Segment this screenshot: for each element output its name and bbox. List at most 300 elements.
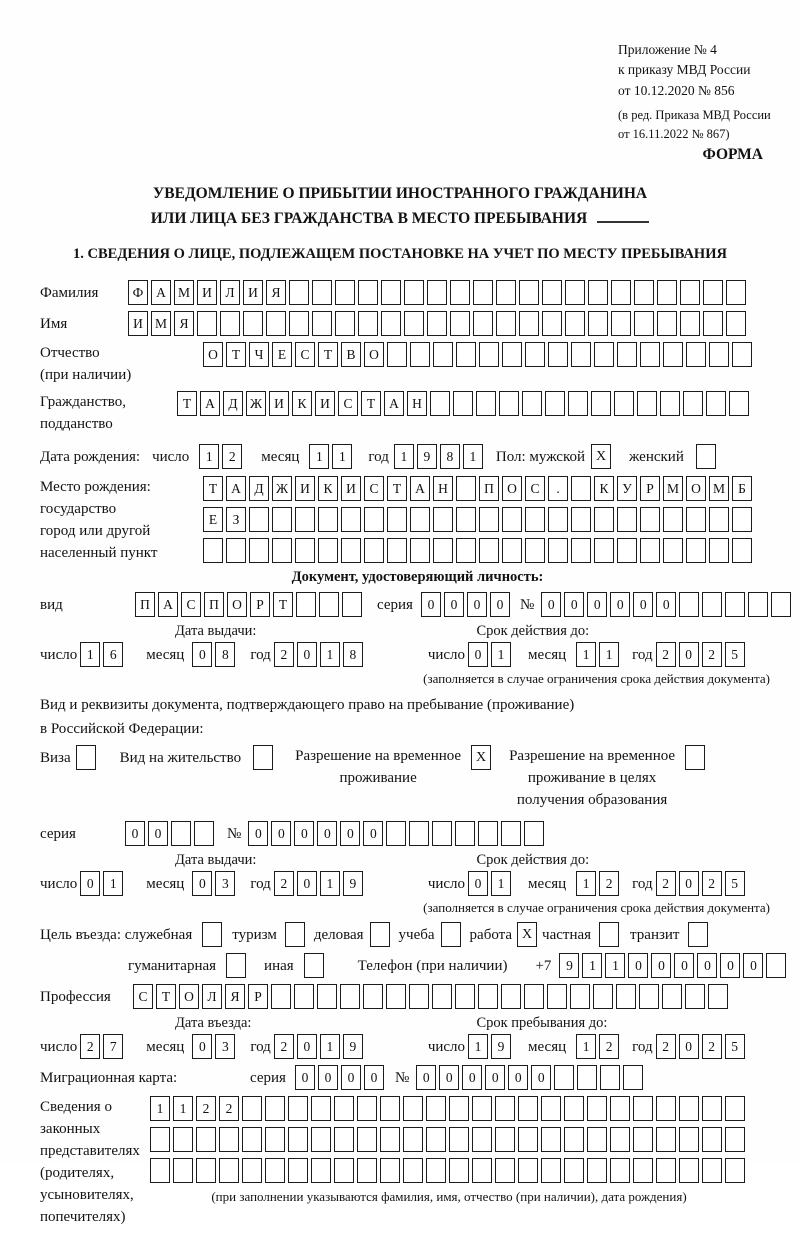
form-cell[interactable]	[525, 342, 545, 367]
form-cell[interactable]: 9	[343, 1034, 363, 1059]
form-cell[interactable]: 1	[599, 642, 619, 667]
form-cell[interactable]	[709, 507, 729, 532]
form-cell[interactable]: 0	[679, 642, 699, 667]
form-cell[interactable]	[334, 1127, 354, 1152]
mig-number-cells[interactable]	[416, 1065, 646, 1090]
form-cell[interactable]	[409, 821, 429, 846]
form-cell[interactable]: 8	[215, 642, 235, 667]
form-cell[interactable]: П	[479, 476, 499, 501]
form-cell[interactable]	[410, 538, 430, 563]
form-cell[interactable]: 2	[702, 1034, 722, 1059]
form-cell[interactable]: 0	[318, 1065, 338, 1090]
form-cell[interactable]: 1	[332, 444, 352, 469]
form-cell[interactable]	[518, 1096, 538, 1121]
form-cell[interactable]	[495, 1096, 515, 1121]
form-cell[interactable]: 0	[587, 592, 607, 617]
birth-place-cells-row3[interactable]	[203, 538, 755, 563]
form-cell[interactable]	[617, 507, 637, 532]
form-cell[interactable]: 2	[599, 871, 619, 896]
form-cell[interactable]	[501, 984, 521, 1009]
form-cell[interactable]: С	[181, 592, 201, 617]
form-cell[interactable]: 0	[508, 1065, 528, 1090]
form-cell[interactable]	[640, 507, 660, 532]
form-cell[interactable]	[403, 1096, 423, 1121]
form-cell[interactable]: 8	[440, 444, 460, 469]
id-issue-year-cells[interactable]	[274, 642, 366, 667]
form-cell[interactable]	[342, 592, 362, 617]
form-cell[interactable]	[358, 280, 378, 305]
form-cell[interactable]: Р	[640, 476, 660, 501]
form-cell[interactable]	[426, 1096, 446, 1121]
form-cell[interactable]: 0	[656, 592, 676, 617]
form-cell[interactable]	[243, 311, 263, 336]
form-cell[interactable]: Т	[226, 342, 246, 367]
form-cell[interactable]	[541, 1158, 561, 1183]
form-cell[interactable]	[219, 1127, 239, 1152]
form-cell[interactable]	[242, 1127, 262, 1152]
form-cell[interactable]	[427, 311, 447, 336]
form-cell[interactable]	[242, 1096, 262, 1121]
form-cell[interactable]	[334, 1096, 354, 1121]
phone-cells[interactable]	[559, 953, 789, 978]
form-cell[interactable]	[634, 280, 654, 305]
form-cell[interactable]	[455, 821, 475, 846]
birth-year-cells[interactable]	[394, 444, 486, 469]
form-cell[interactable]: Ч	[249, 342, 269, 367]
form-cell[interactable]	[564, 1127, 584, 1152]
form-cell[interactable]: 1	[491, 871, 511, 896]
form-cell[interactable]: 2	[656, 642, 676, 667]
form-cell[interactable]	[456, 507, 476, 532]
form-cell[interactable]	[410, 507, 430, 532]
form-cell[interactable]: 1	[576, 642, 596, 667]
form-cell[interactable]	[249, 507, 269, 532]
form-cell[interactable]	[456, 538, 476, 563]
form-cell[interactable]	[571, 538, 591, 563]
form-cell[interactable]: 5	[725, 642, 745, 667]
form-cell[interactable]	[479, 538, 499, 563]
form-cell[interactable]: 0	[439, 1065, 459, 1090]
form-cell[interactable]	[203, 538, 223, 563]
form-cell[interactable]	[318, 538, 338, 563]
form-cell[interactable]	[479, 507, 499, 532]
form-cell[interactable]: 2	[702, 871, 722, 896]
form-cell[interactable]: 1	[394, 444, 414, 469]
form-cell[interactable]: 0	[720, 953, 740, 978]
form-cell[interactable]: .	[548, 476, 568, 501]
form-cell[interactable]	[288, 1158, 308, 1183]
form-cell[interactable]	[564, 1158, 584, 1183]
form-cell[interactable]	[294, 984, 314, 1009]
form-cell[interactable]	[403, 1127, 423, 1152]
form-cell[interactable]	[679, 592, 699, 617]
form-cell[interactable]	[357, 1158, 377, 1183]
tourism-checkbox[interactable]	[285, 922, 305, 947]
form-cell[interactable]	[623, 1065, 643, 1090]
form-cell[interactable]: И	[243, 280, 263, 305]
form-cell[interactable]: С	[338, 391, 358, 416]
form-cell[interactable]: О	[364, 342, 384, 367]
guardians-cells-row1[interactable]	[150, 1096, 748, 1121]
form-cell[interactable]: Т	[156, 984, 176, 1009]
form-cell[interactable]: Т	[387, 476, 407, 501]
form-cell[interactable]	[571, 476, 591, 501]
form-cell[interactable]	[611, 311, 631, 336]
form-cell[interactable]	[591, 391, 611, 416]
form-cell[interactable]: Ж	[246, 391, 266, 416]
form-cell[interactable]	[427, 280, 447, 305]
form-cell[interactable]: О	[227, 592, 247, 617]
form-cell[interactable]: С	[295, 342, 315, 367]
form-cell[interactable]: 0	[564, 592, 584, 617]
form-cell[interactable]: 7	[103, 1034, 123, 1059]
citizenship-cells[interactable]	[177, 391, 752, 416]
work-checkbox[interactable]: X	[517, 922, 537, 947]
res-issue-month-cells[interactable]	[192, 871, 238, 896]
entry-day-cells[interactable]	[80, 1034, 126, 1059]
form-cell[interactable]	[387, 507, 407, 532]
form-cell[interactable]	[522, 391, 542, 416]
form-cell[interactable]	[571, 507, 591, 532]
form-cell[interactable]: 0	[125, 821, 145, 846]
form-cell[interactable]	[432, 984, 452, 1009]
form-cell[interactable]	[702, 592, 722, 617]
form-cell[interactable]: 0	[541, 592, 561, 617]
form-cell[interactable]: Т	[177, 391, 197, 416]
form-cell[interactable]	[472, 1096, 492, 1121]
form-cell[interactable]	[450, 311, 470, 336]
form-cell[interactable]	[296, 592, 316, 617]
form-cell[interactable]	[725, 592, 745, 617]
form-cell[interactable]: 0	[297, 642, 317, 667]
form-cell[interactable]	[518, 1158, 538, 1183]
form-cell[interactable]	[568, 391, 588, 416]
form-cell[interactable]	[453, 391, 473, 416]
official-checkbox[interactable]	[202, 922, 222, 947]
form-cell[interactable]: 9	[491, 1034, 511, 1059]
form-cell[interactable]	[610, 1127, 630, 1152]
form-cell[interactable]: 2	[702, 642, 722, 667]
form-cell[interactable]: 1	[309, 444, 329, 469]
form-cell[interactable]	[311, 1096, 331, 1121]
form-cell[interactable]	[726, 280, 746, 305]
form-cell[interactable]	[680, 280, 700, 305]
form-cell[interactable]	[271, 984, 291, 1009]
form-cell[interactable]	[587, 1127, 607, 1152]
form-cell[interactable]	[478, 984, 498, 1009]
form-cell[interactable]	[194, 821, 214, 846]
form-cell[interactable]	[196, 1127, 216, 1152]
form-cell[interactable]	[272, 507, 292, 532]
form-cell[interactable]	[525, 538, 545, 563]
form-cell[interactable]	[495, 1158, 515, 1183]
form-cell[interactable]: 3	[215, 871, 235, 896]
form-cell[interactable]: 1	[582, 953, 602, 978]
form-cell[interactable]	[381, 280, 401, 305]
study-checkbox[interactable]	[441, 922, 461, 947]
form-cell[interactable]: 0	[421, 592, 441, 617]
form-cell[interactable]: 0	[248, 821, 268, 846]
form-cell[interactable]: 0	[743, 953, 763, 978]
form-cell[interactable]	[317, 984, 337, 1009]
mig-series-cells[interactable]	[295, 1065, 387, 1090]
form-cell[interactable]	[450, 280, 470, 305]
form-cell[interactable]	[683, 391, 703, 416]
form-cell[interactable]: 2	[656, 871, 676, 896]
form-cell[interactable]: 1	[468, 1034, 488, 1059]
form-cell[interactable]: Б	[732, 476, 752, 501]
form-cell[interactable]	[708, 984, 728, 1009]
form-cell[interactable]	[335, 280, 355, 305]
form-cell[interactable]	[364, 507, 384, 532]
form-cell[interactable]	[334, 1158, 354, 1183]
form-cell[interactable]	[656, 1127, 676, 1152]
form-cell[interactable]	[679, 1127, 699, 1152]
form-cell[interactable]: 0	[679, 1034, 699, 1059]
form-cell[interactable]	[564, 1096, 584, 1121]
form-cell[interactable]: 0	[633, 592, 653, 617]
form-cell[interactable]	[363, 984, 383, 1009]
form-cell[interactable]	[479, 342, 499, 367]
form-cell[interactable]	[686, 538, 706, 563]
form-cell[interactable]: О	[179, 984, 199, 1009]
name-cells[interactable]	[128, 311, 749, 336]
form-cell[interactable]	[663, 507, 683, 532]
form-cell[interactable]: Н	[407, 391, 427, 416]
form-cell[interactable]	[633, 1158, 653, 1183]
form-cell[interactable]: И	[295, 476, 315, 501]
form-cell[interactable]	[295, 538, 315, 563]
form-cell[interactable]: Т	[361, 391, 381, 416]
form-cell[interactable]	[614, 391, 634, 416]
form-cell[interactable]	[702, 1096, 722, 1121]
form-cell[interactable]	[473, 311, 493, 336]
form-cell[interactable]	[541, 1096, 561, 1121]
form-cell[interactable]	[548, 538, 568, 563]
form-cell[interactable]: 0	[192, 871, 212, 896]
form-cell[interactable]	[456, 476, 476, 501]
form-cell[interactable]	[548, 507, 568, 532]
form-cell[interactable]	[173, 1158, 193, 1183]
form-cell[interactable]: И	[269, 391, 289, 416]
form-cell[interactable]: 0	[148, 821, 168, 846]
form-cell[interactable]: К	[594, 476, 614, 501]
form-cell[interactable]: 5	[725, 871, 745, 896]
form-cell[interactable]: 2	[656, 1034, 676, 1059]
form-cell[interactable]	[265, 1127, 285, 1152]
form-cell[interactable]	[703, 280, 723, 305]
form-cell[interactable]	[404, 280, 424, 305]
form-cell[interactable]	[171, 821, 191, 846]
id-series-cells[interactable]	[421, 592, 513, 617]
id-issue-month-cells[interactable]	[192, 642, 238, 667]
form-cell[interactable]	[426, 1127, 446, 1152]
form-cell[interactable]: И	[197, 280, 217, 305]
form-cell[interactable]	[173, 1127, 193, 1152]
form-cell[interactable]	[312, 280, 332, 305]
form-cell[interactable]: Л	[202, 984, 222, 1009]
form-cell[interactable]: А	[151, 280, 171, 305]
form-cell[interactable]: Л	[220, 280, 240, 305]
form-cell[interactable]	[685, 984, 705, 1009]
form-cell[interactable]	[766, 953, 786, 978]
form-cell[interactable]: 1	[576, 871, 596, 896]
visa-checkbox[interactable]	[76, 745, 96, 770]
form-cell[interactable]	[266, 311, 286, 336]
form-cell[interactable]	[455, 984, 475, 1009]
form-cell[interactable]: 0	[363, 821, 383, 846]
form-cell[interactable]: 1	[320, 871, 340, 896]
form-cell[interactable]	[663, 538, 683, 563]
form-cell[interactable]	[318, 507, 338, 532]
form-cell[interactable]	[732, 342, 752, 367]
form-cell[interactable]	[726, 311, 746, 336]
form-cell[interactable]: 3	[215, 1034, 235, 1059]
form-cell[interactable]: Р	[248, 984, 268, 1009]
form-cell[interactable]	[249, 538, 269, 563]
form-cell[interactable]	[640, 538, 660, 563]
form-cell[interactable]	[594, 538, 614, 563]
birth-place-cells-row1[interactable]	[203, 476, 755, 501]
form-cell[interactable]	[680, 311, 700, 336]
form-cell[interactable]: С	[525, 476, 545, 501]
form-cell[interactable]	[709, 342, 729, 367]
form-cell[interactable]	[319, 592, 339, 617]
form-cell[interactable]	[565, 280, 585, 305]
res-number-cells[interactable]	[248, 821, 547, 846]
form-cell[interactable]	[686, 507, 706, 532]
form-cell[interactable]: А	[200, 391, 220, 416]
form-cell[interactable]	[732, 507, 752, 532]
form-cell[interactable]	[495, 1127, 515, 1152]
form-cell[interactable]: Ф	[128, 280, 148, 305]
form-cell[interactable]	[702, 1127, 722, 1152]
form-cell[interactable]: 2	[196, 1096, 216, 1121]
form-cell[interactable]: 1	[576, 1034, 596, 1059]
form-cell[interactable]: 0	[192, 1034, 212, 1059]
form-cell[interactable]: З	[226, 507, 246, 532]
form-cell[interactable]	[335, 311, 355, 336]
form-cell[interactable]: 0	[271, 821, 291, 846]
form-cell[interactable]	[703, 311, 723, 336]
form-cell[interactable]	[610, 1158, 630, 1183]
form-cell[interactable]	[541, 1127, 561, 1152]
form-cell[interactable]	[499, 391, 519, 416]
form-cell[interactable]	[725, 1158, 745, 1183]
stay-month-cells[interactable]	[576, 1034, 622, 1059]
form-cell[interactable]	[449, 1096, 469, 1121]
form-cell[interactable]: Т	[273, 592, 293, 617]
form-cell[interactable]	[634, 311, 654, 336]
id-number-cells[interactable]	[541, 592, 794, 617]
form-cell[interactable]	[387, 342, 407, 367]
form-cell[interactable]	[616, 984, 636, 1009]
form-cell[interactable]	[660, 391, 680, 416]
form-cell[interactable]	[478, 821, 498, 846]
form-cell[interactable]: А	[410, 476, 430, 501]
form-cell[interactable]: 8	[343, 642, 363, 667]
form-cell[interactable]	[289, 311, 309, 336]
temp-permit-edu-checkbox[interactable]	[685, 745, 705, 770]
form-cell[interactable]	[150, 1127, 170, 1152]
form-cell[interactable]	[456, 342, 476, 367]
form-cell[interactable]: 0	[468, 871, 488, 896]
form-cell[interactable]: М	[151, 311, 171, 336]
form-cell[interactable]	[600, 1065, 620, 1090]
form-cell[interactable]	[288, 1096, 308, 1121]
form-cell[interactable]	[476, 391, 496, 416]
form-cell[interactable]: М	[174, 280, 194, 305]
form-cell[interactable]	[386, 821, 406, 846]
form-cell[interactable]	[554, 1065, 574, 1090]
form-cell[interactable]: А	[384, 391, 404, 416]
form-cell[interactable]	[639, 984, 659, 1009]
form-cell[interactable]: 0	[341, 1065, 361, 1090]
form-cell[interactable]	[386, 984, 406, 1009]
form-cell[interactable]	[364, 538, 384, 563]
form-cell[interactable]: Н	[433, 476, 453, 501]
form-cell[interactable]	[265, 1158, 285, 1183]
form-cell[interactable]	[358, 311, 378, 336]
form-cell[interactable]	[518, 1127, 538, 1152]
form-cell[interactable]: 2	[219, 1096, 239, 1121]
form-cell[interactable]	[289, 280, 309, 305]
form-cell[interactable]	[548, 342, 568, 367]
form-cell[interactable]	[242, 1158, 262, 1183]
form-cell[interactable]: 0	[297, 1034, 317, 1059]
form-cell[interactable]: А	[226, 476, 246, 501]
profession-cells[interactable]	[133, 984, 731, 1009]
form-cell[interactable]	[725, 1127, 745, 1152]
id-valid-month-cells[interactable]	[576, 642, 622, 667]
res-issue-day-cells[interactable]	[80, 871, 126, 896]
form-cell[interactable]	[357, 1127, 377, 1152]
form-cell[interactable]: С	[133, 984, 153, 1009]
residence-permit-checkbox[interactable]	[253, 745, 273, 770]
form-cell[interactable]	[449, 1127, 469, 1152]
form-cell[interactable]: К	[292, 391, 312, 416]
form-cell[interactable]	[610, 1096, 630, 1121]
form-cell[interactable]	[706, 391, 726, 416]
form-cell[interactable]: Я	[266, 280, 286, 305]
res-valid-year-cells[interactable]	[656, 871, 748, 896]
res-valid-month-cells[interactable]	[576, 871, 622, 896]
female-checkbox[interactable]	[696, 444, 716, 469]
form-cell[interactable]: А	[158, 592, 178, 617]
form-cell[interactable]: Р	[250, 592, 270, 617]
res-series-cells[interactable]	[125, 821, 217, 846]
transit-checkbox[interactable]	[688, 922, 708, 947]
form-cell[interactable]: 0	[679, 871, 699, 896]
form-cell[interactable]: Е	[272, 342, 292, 367]
form-cell[interactable]: М	[663, 476, 683, 501]
form-cell[interactable]: П	[204, 592, 224, 617]
patronymic-cells[interactable]	[203, 342, 755, 367]
res-valid-day-cells[interactable]	[468, 871, 514, 896]
id-valid-day-cells[interactable]	[468, 642, 514, 667]
form-cell[interactable]	[679, 1158, 699, 1183]
form-cell[interactable]	[709, 538, 729, 563]
form-cell[interactable]	[702, 1158, 722, 1183]
form-cell[interactable]	[617, 342, 637, 367]
form-cell[interactable]: Т	[203, 476, 223, 501]
form-cell[interactable]	[380, 1096, 400, 1121]
form-cell[interactable]: П	[135, 592, 155, 617]
form-cell[interactable]	[587, 1096, 607, 1121]
form-cell[interactable]: М	[709, 476, 729, 501]
form-cell[interactable]: Е	[203, 507, 223, 532]
temp-permit-checkbox[interactable]: X	[471, 745, 491, 770]
